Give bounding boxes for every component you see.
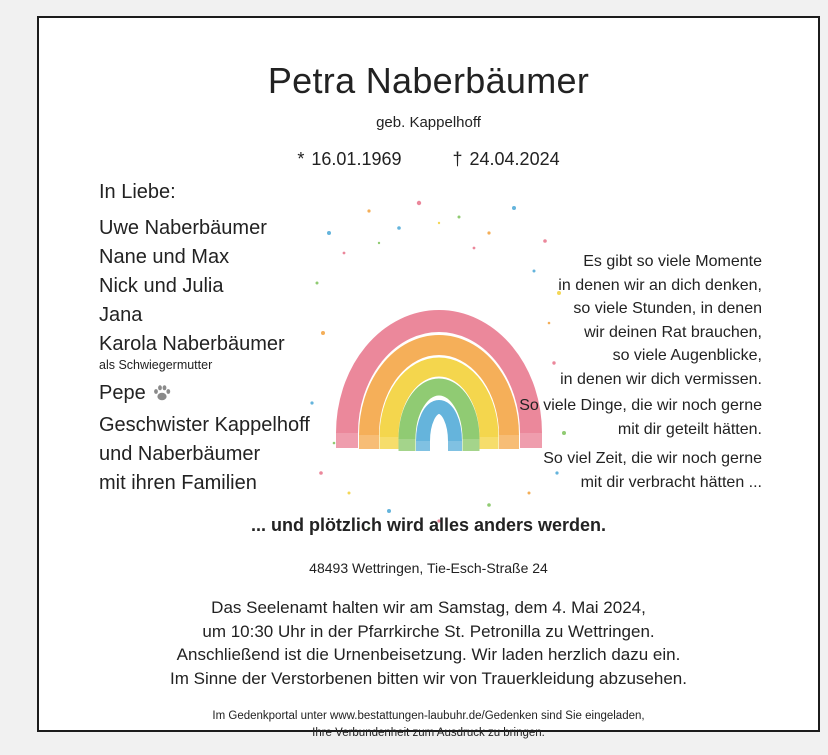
life-dates bbox=[39, 149, 818, 170]
poem-line: wir deinen Rat brauchen, bbox=[584, 323, 762, 341]
poem-line: So viele Dinge, die wir noch gerne bbox=[519, 397, 762, 414]
service-line: Im Sinne der Verstorbenen bitten wir von Trauerkleidung abzusehen. bbox=[170, 668, 687, 688]
pet-line bbox=[99, 379, 310, 411]
poem-line: mit dir verbracht hätten ... bbox=[580, 473, 762, 491]
obituary-card bbox=[37, 16, 820, 739]
poem bbox=[519, 250, 762, 494]
birth-date: * 16.01.1969 bbox=[297, 149, 402, 169]
birth-name: geb. Kappelhoff bbox=[376, 114, 481, 131]
poem-line: So viel Zeit, die wir noch gerne bbox=[543, 450, 762, 467]
poem-line: in denen wir an dich denken, bbox=[558, 276, 762, 294]
pet-name: Pepe bbox=[99, 382, 146, 404]
service-line: Anschließend ist die Urnenbeisetzung. Wir laden herzlich dazu ein. bbox=[176, 645, 681, 664]
poem-line: so viele Stunden, in denen bbox=[573, 300, 762, 317]
mourners-list bbox=[99, 178, 310, 498]
tagline: ... und plötzlich wird alles anders werden. bbox=[250, 515, 607, 535]
service-info bbox=[39, 596, 818, 690]
service-line: um 10:30 Uhr in der Pfarrkirche St. Petronilla zu Wettringen. bbox=[202, 621, 655, 641]
paw-icon bbox=[152, 382, 172, 411]
rainbow-arcs bbox=[347, 321, 531, 451]
mourner-line: Nane und Max bbox=[99, 246, 230, 268]
mourner-line: Nick und Julia bbox=[99, 275, 224, 297]
family-line: mit ihren Familien bbox=[99, 472, 257, 494]
service-line: Das Seelenamt halten wir am Samstag, dem 4. Mai 2024, bbox=[211, 598, 646, 617]
poem-line: Es gibt so viele Momente bbox=[583, 253, 762, 270]
footer-note bbox=[39, 708, 818, 742]
mourner-line: Uwe Naberbäumer bbox=[99, 217, 267, 239]
deceased-name: Petra Naberbäumer bbox=[267, 60, 590, 101]
footer-line: Ihre Verbundenheit zum Ausdruck zu bringen. bbox=[312, 727, 545, 739]
death-date: † 24.04.2024 bbox=[452, 149, 560, 169]
poem-line: in denen wir dich vermissen. bbox=[560, 370, 762, 388]
mourner-line: Jana bbox=[99, 304, 143, 326]
family-line: und Naberbäumer bbox=[99, 443, 261, 465]
poem-line: so viele Augenblicke, bbox=[612, 347, 762, 364]
mourner-note: als Schwiegermutter bbox=[99, 358, 213, 372]
mourner-line: Karola Naberbäumer bbox=[99, 333, 285, 355]
footer-line: Im Gedenkportal unter www.bestattungen-laubuhr.de/Gedenken sind Sie eingeladen, bbox=[212, 710, 645, 722]
poem-line: mit dir geteilt hätten. bbox=[617, 420, 762, 438]
mourners-intro: In Liebe: bbox=[99, 181, 176, 203]
address: 48493 Wettringen, Tie-Esch-Straße 24 bbox=[309, 560, 548, 576]
family-line: Geschwister Kappelhoff bbox=[99, 414, 310, 436]
